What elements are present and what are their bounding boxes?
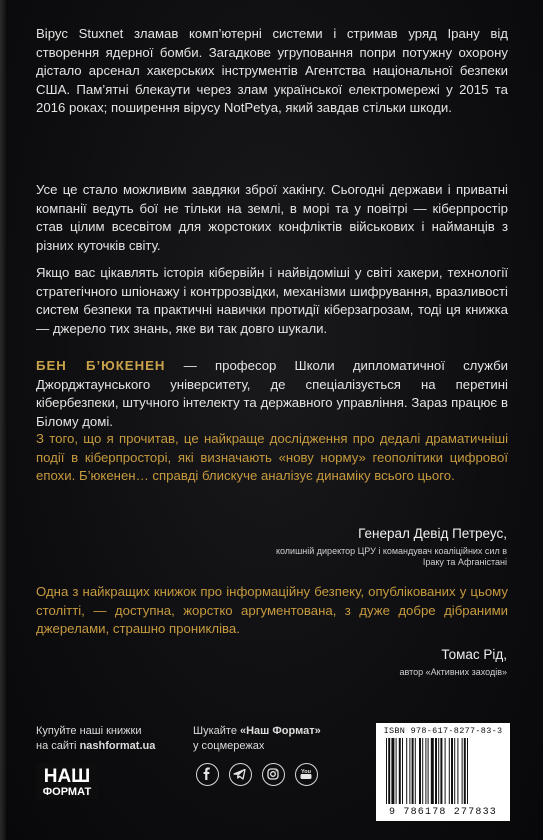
buy-info <box>36 724 186 754</box>
quote-2-author: Томас Рід, <box>441 647 507 662</box>
author-name: БЕН Б’ЮКЕНЕН <box>36 358 166 373</box>
barcode-digits: 9 786178 277833 <box>388 807 497 818</box>
barcode <box>376 723 510 821</box>
social-info <box>193 724 343 754</box>
instagram-icon[interactable] <box>262 763 285 786</box>
description-paragraph-3: Якщо вас цікавлять історія кібервійн і найвідоміші у світі хакери, технології стратегічного шпіонажу і контррозвідки, механізми шифрування, вразливості систем безпеки та практичні навички протидії кіберзагрозам, тоді ця книжка — джерело тих знань, яке ви так довго шукали. <box>36 265 508 336</box>
buy-line-1: Купуйте наші книжки <box>36 725 142 737</box>
barcode-bars <box>386 738 500 806</box>
quote-1-role: колишній директор ЦРУ і командувач коаліційних сил в Іраку та Афганістані <box>275 546 507 567</box>
buy-line-2-prefix: на сайті <box>36 740 80 752</box>
author-bio <box>36 357 508 431</box>
social-line-2: у соцмережах <box>193 740 265 752</box>
logo-text-top: НАШ <box>43 766 91 787</box>
facebook-icon[interactable] <box>196 763 219 786</box>
description-paragraph-2: Усе це стало можливим завдяки зброї хакінгу. Сьогодні держави і приватні компанії ведуть бої не тільки на землі, в морі та у повітрі — кіберпростір став цілим всесвітом для жорстоких конфліктів військових і найманців з різних куточків світу. <box>36 182 508 253</box>
quote-1-author: Генерал Девід Петреус, <box>358 526 507 541</box>
quote-2-role: автор «Активних заходів» <box>399 667 507 677</box>
social-line-1-prefix: Шукайте <box>193 725 240 737</box>
logo-text-bottom: ФОРМАТ <box>42 786 92 798</box>
buy-line-2 <box>36 739 186 754</box>
description-paragraph-1: Вірус Stuxnet зламав комп’ютерні системи і стримав уряд Ірану від створення ядерної бомби. Загадкове угруповання попри потужну охорону дістало арсенал хакерських інструментів Агентства національної безпеки США. Пам’ятні блекаути через злам української електромережі у 2015 та 2016 роках; поширення вірусу NotPetya, який завдав стільки шкоди. <box>36 26 508 115</box>
quote-1: З того, що я прочитав, це найкраще дослідження про дедалі драматичніші події в кіберпросторі, які визначають «нову норму» геополітики цифрової епохи. Б’юкенен… справді блискуче аналізує динаміку всього цього. <box>36 431 508 483</box>
nash-format-logo <box>36 763 98 799</box>
cover-edge <box>0 0 6 840</box>
author-bio-text: — професор Школи дипломатичної служби Джорджтаунського університету, де спеціалізується на перетині кібербезпеки, штучного інтелекту та державного управління. Зараз працює в Білому домі. <box>36 358 508 429</box>
site-link[interactable]: nashformat.ua <box>79 740 156 752</box>
social-icons <box>196 763 324 787</box>
youtube-label: You <box>301 769 311 775</box>
isbn-label: ISBN 978-617-8277-83-3 <box>383 726 503 736</box>
quote-2: Одна з найкращих книжок про інформаційну безпеку, опублікованих у цьому столітті, — доступна, жорстко аргументована, з дуже добре дібраними джерелами, страшно проникліва. <box>36 584 508 636</box>
social-brand: «Наш Формат» <box>240 725 321 737</box>
telegram-icon[interactable] <box>229 763 252 786</box>
youtube-icon[interactable] <box>295 763 318 786</box>
social-line-1 <box>193 724 343 739</box>
